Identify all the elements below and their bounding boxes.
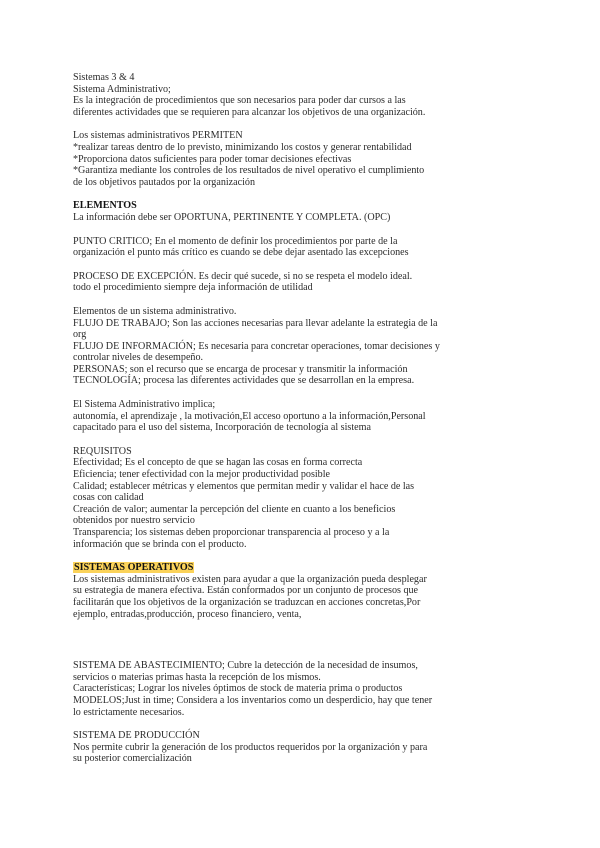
paragraph-line: controlar niveles de desempeño. bbox=[73, 352, 204, 364]
paragraph-line: Efectividad; Es el concepto de que se hagan las cosas en forma correcta bbox=[73, 457, 363, 469]
proceso-excepcion-section bbox=[73, 271, 532, 294]
produccion-section bbox=[73, 730, 532, 765]
paragraph-line: Eficiencia; tener efectividad con la mejor productividad posible bbox=[73, 469, 331, 481]
paragraph-line: su estrategia de manera efectiva. Están conformados por un conjunto de procesos que bbox=[73, 585, 419, 597]
paragraph-line: FLUJO DE INFORMACIÓN; Es necesaria para concretar operaciones, tomar decisiones y bbox=[73, 340, 440, 352]
paragraph-line: ejemplo, entradas,producción, proceso financiero, venta, bbox=[73, 608, 302, 620]
bullet-line: de los objetivos pautados por la organización bbox=[73, 176, 256, 188]
permiten-section bbox=[73, 130, 532, 188]
paragraph-line: La información debe ser OPORTUNA, PERTINENTE Y COMPLETA. (OPC) bbox=[73, 211, 391, 223]
paragraph-line: lo estrictamente necesarios. bbox=[73, 706, 185, 718]
paragraph-line: Calidad; establecer métricas y elementos que permitan medir y validar el hace de las bbox=[73, 480, 415, 492]
requisitos-section bbox=[73, 446, 532, 550]
paragraph-line: Nos permite cubrir la generación de los productos requeridos por la organización y para bbox=[73, 741, 428, 753]
paragraph-line: org bbox=[73, 329, 87, 341]
paragraph-line: PERSONAS; son el recurso que se encarga de procesar y transmitir la información bbox=[73, 363, 408, 375]
paragraph-line: organización el punto más crítico es cuando se debe dejar asentado las excepciones bbox=[73, 247, 409, 259]
paragraph-line: obtenidos por nuestro servicio bbox=[73, 515, 195, 527]
elementos-section bbox=[73, 200, 532, 223]
bullet-line: *Proporciona datos suficientes para poder tomar decisiones efectivas bbox=[73, 153, 352, 165]
paragraph-line: facilitarán que los objetivos de la organización se traduzcan en acciones concretas,Por bbox=[73, 596, 421, 608]
paragraph-line: Los sistemas administrativos PERMITEN bbox=[73, 130, 243, 142]
paragraph-line: Es la integración de procedimientos que son necesarios para poder dar cursos a las bbox=[73, 95, 406, 107]
paragraph-line: diferentes actividades que se requieren para alcanzar los objetivos de una organización. bbox=[73, 106, 426, 118]
abastecimiento-section bbox=[73, 660, 532, 718]
punto-critico-section bbox=[73, 236, 532, 259]
produccion-heading: SISTEMA DE PRODUCCIÓN bbox=[73, 730, 200, 742]
paragraph-line: Creación de valor; aumentar la percepción del cliente en cuanto a los beneficios bbox=[73, 503, 396, 515]
paragraph-line: todo el procedimiento siempre deja información de utilidad bbox=[73, 282, 313, 294]
paragraph-line: autonomía, el aprendizaje , la motivación,El acceso oportuno a la información,Personal bbox=[73, 410, 426, 422]
paragraph-line: Los sistemas administrativos existen para ayudar a que la organización pueda desplegar bbox=[73, 573, 427, 585]
bullet-line: *realizar tareas dentro de lo previsto, minimizando los costos y generar rentabilidad bbox=[73, 141, 412, 153]
paragraph-line: FLUJO DE TRABAJO; Son las acciones necesarias para llevar adelante la estrategia de la bbox=[73, 317, 438, 329]
paragraph-line: MODELOS;Just in time; Considera a los inventarios como un desperdicio, hay que tener bbox=[73, 694, 433, 706]
paragraph-line: su posterior comercialización bbox=[73, 753, 192, 765]
paragraph-line: PUNTO CRITICO; En el momento de definir los procedimientos por parte de la bbox=[73, 235, 398, 247]
paragraph-line: servicios o materias primas hasta la recepción de los mismos. bbox=[73, 671, 321, 683]
bullet-line: *Garantiza mediante los controles de los resultados de nivel operativo el cumplimiento bbox=[73, 165, 425, 177]
elementos-sistema-section bbox=[73, 306, 532, 387]
implica-section bbox=[73, 399, 532, 434]
requisitos-heading: REQUISITOS bbox=[73, 445, 132, 457]
paragraph-line: Transparencia; los sistemas deben proporcionar transparencia al proceso y a la bbox=[73, 527, 390, 538]
paragraph-line: El Sistema Administrativo implica; bbox=[73, 399, 216, 411]
paragraph-line: PROCESO DE EXCEPCIÓN. Es decir qué sucede, si no se respeta el modelo ideal. bbox=[73, 270, 413, 282]
paragraph-line: capacitado para el uso del sistema, Incorporación de tecnología al sistema bbox=[73, 422, 371, 434]
operativos-section bbox=[73, 562, 532, 620]
paragraph-line: TECNOLOGÍA; procesa las diferentes actividades que se desarrollan en la empresa. bbox=[73, 375, 415, 387]
doc-title: Sistemas 3 & 4 bbox=[73, 72, 135, 83]
paragraph-line: información que se brinda con el producto. bbox=[73, 538, 247, 550]
paragraph-line: Características; Lograr los niveles óptimos de stock de materia prima o productos bbox=[73, 683, 403, 695]
paragraph-line: SISTEMA DE ABASTECIMIENTO; Cubre la detección de la necesidad de insumos, bbox=[73, 660, 418, 672]
section-subtitle: Sistema Administrativo; bbox=[73, 83, 171, 95]
intro-section bbox=[73, 72, 532, 118]
elementos-heading: ELEMENTOS bbox=[73, 200, 137, 212]
paragraph-line: Elementos de un sistema administrativo. bbox=[73, 305, 237, 317]
paragraph-line: cosas con calidad bbox=[73, 492, 144, 504]
operativos-heading: SISTEMAS OPERATIVOS bbox=[74, 562, 194, 574]
